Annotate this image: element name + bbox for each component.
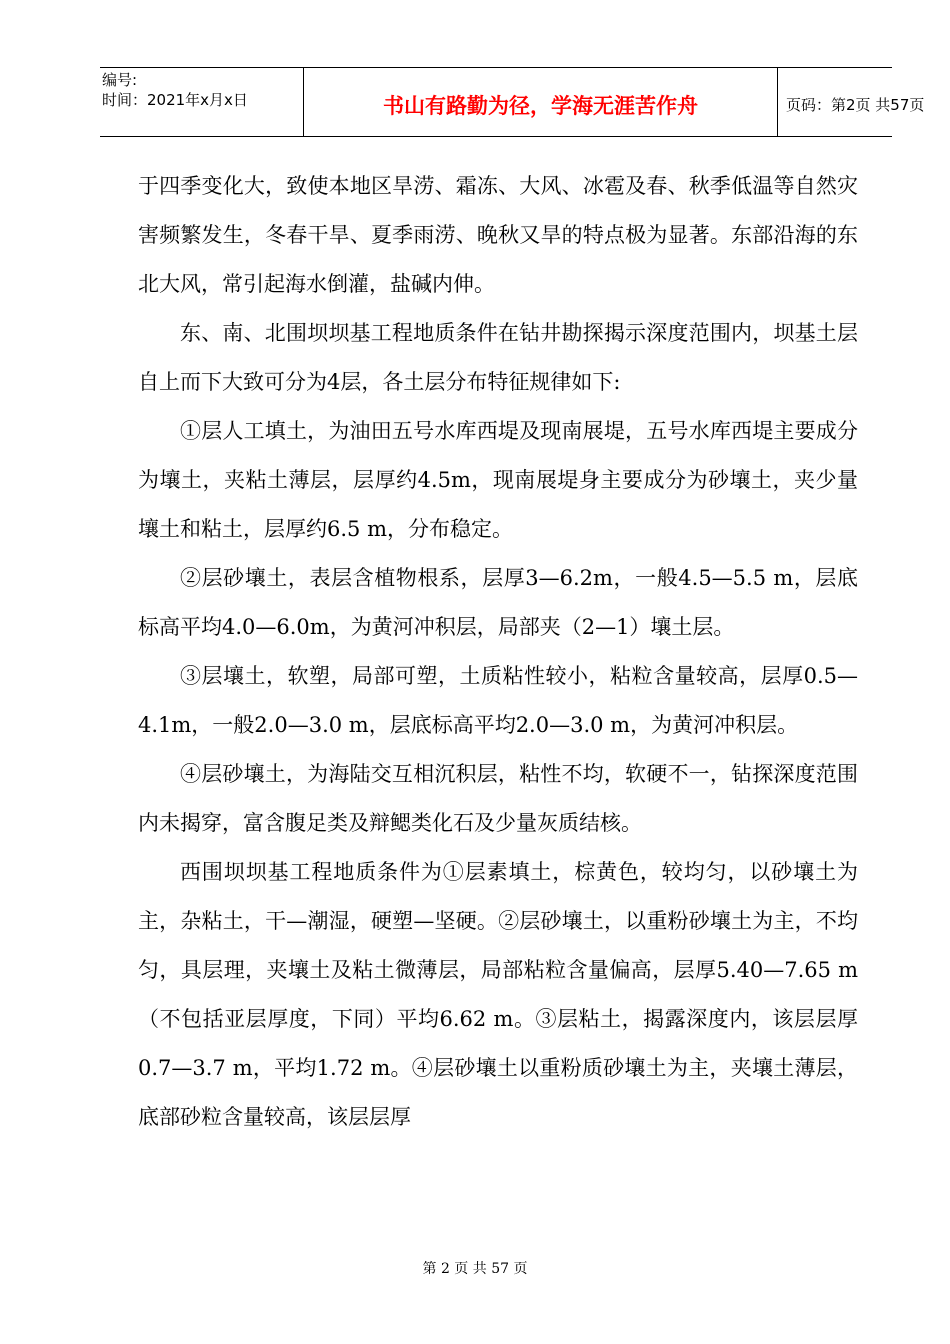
number-label: 编号: — [102, 71, 138, 89]
paragraph-3: ①层人工填土，为油田五号水库西堤及现南展堤，五号水库西堤主要成分为壤土，夹粘土薄层，层厚约4.5m，现南展堤身主要成分为砂壤土，夹少量壤土和粘土，层厚约6.5 m，分布稳定。 — [138, 419, 858, 541]
motto-text: 书山有路勤为径，学海无涯苦作舟 — [383, 94, 698, 118]
page-code-cell — [778, 68, 925, 136]
paragraph-6: ④层砂壤土，为海陆交互相沉积层，粘性不均，软硬不一，钻探深度范围内未揭穿，富含腹足类及辩鳃类化石及少量灰质结核。 — [138, 762, 858, 835]
header-left-cell — [100, 68, 303, 136]
page-code-text: 页码：第2页 共57页 — [786, 95, 925, 114]
page-footer — [0, 1258, 950, 1278]
paragraph-2: 东、南、北围坝坝基工程地质条件在钻井勘探揭示深度范围内，坝基土层自上而下大致可分为4层，各土层分布特征规律如下: — [138, 321, 858, 394]
motto-cell — [303, 68, 778, 136]
footer-page-number: 第 2 页 共 57 页 — [422, 1261, 528, 1277]
paragraph-1: 于四季变化大，致使本地区旱涝、霜冻、大风、冰雹及春、秋季低温等自然灾害频繁发生，冬春干旱、夏季雨涝、晚秋又旱的特点极为显著。东部沿海的东北大风，常引起海水倒灌，盐碱内伸。 — [138, 174, 858, 296]
time-label: 时间：2021年x月x日 — [102, 91, 248, 109]
paragraph-7: 西围坝坝基工程地质条件为①层素填土，棕黄色，较均匀，以砂壤土为主，杂粘土，干—潮湿，硬塑—坚硬。②层砂壤土，以重粉砂壤土为主，不均匀，具层理，夹壤土及粘土微薄层，局部粘粒含量偏高，层厚5.40—7.65 m（不包括亚层厚度，下同）平均6.62 m。③层粘土，揭露深度内，该层层厚0.7—3.7 m，平均1.72 m。④层砂壤土以重粉质砂壤土为主，夹壤土薄层，底部砂粒含量较高，该层层厚 — [138, 860, 858, 1129]
paragraph-4: ②层砂壤土，表层含植物根系，层厚3—6.2m，一般4.5—5.5 m，层底标高平均4.0—6.0m，为黄河冲积层，局部夹（2—1）壤土层。 — [138, 566, 858, 639]
document-body — [138, 162, 858, 1142]
page-header — [100, 67, 925, 137]
paragraph-5: ③层壤土，软塑，局部可塑，土质粘性较小，粘粒含量较高，层厚0.5—4.1m，一般2.0—3.0 m，层底标高平均2.0—3.0 m，为黄河冲积层。 — [138, 664, 858, 737]
